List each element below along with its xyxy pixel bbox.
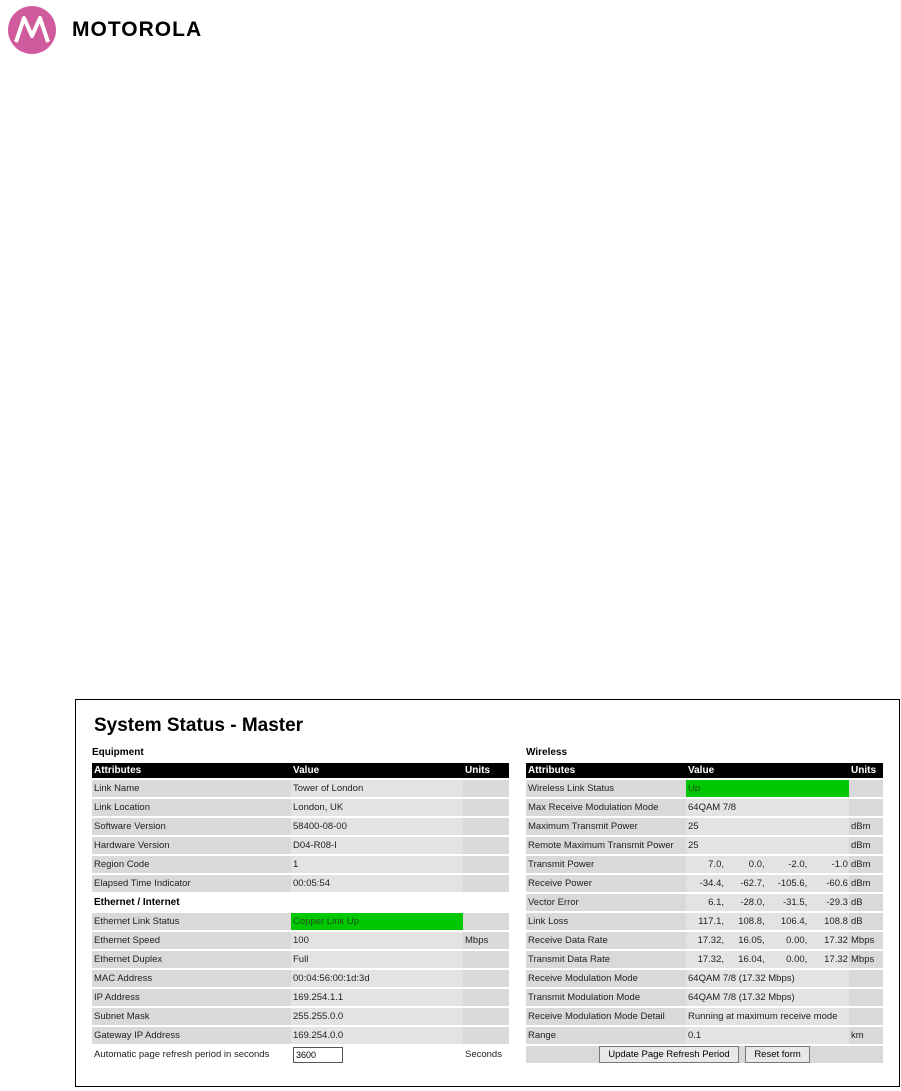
value-max-rx-mod-mode: 64QAM 7/8: [686, 799, 849, 816]
attr-remote-max-tx-power: Remote Maximum Transmit Power: [526, 837, 686, 854]
attr-region-code: Region Code: [92, 856, 291, 873]
units-rx-mod-mode: [849, 970, 883, 987]
table-row: [526, 894, 883, 911]
tx-rate-v2: 16.04,: [738, 954, 765, 965]
units-max-tx-power: dBm: [849, 818, 883, 835]
attr-tx-mod-mode: Transmit Modulation Mode: [526, 989, 686, 1006]
link-loss-v3: 106.4,: [780, 916, 808, 927]
value-software-version: 58400-08-00: [291, 818, 463, 835]
equipment-column: [92, 745, 509, 1065]
value-ip-address: 169.254.1.1: [291, 989, 463, 1006]
table-row: [92, 780, 509, 797]
attr-ethernet-link-status: Ethernet Link Status: [92, 913, 291, 930]
value-mac-address: 00:04:56:00:1d:3d: [291, 970, 463, 987]
table-row: [526, 837, 883, 854]
table-row: [526, 913, 883, 930]
header-attributes: Attributes: [526, 763, 686, 778]
units-remote-max-tx-power: dBm: [849, 837, 883, 854]
vector-error-v3: -31.5,: [782, 897, 808, 908]
units-wireless-link-status: [849, 780, 883, 797]
attr-range: Range: [526, 1027, 686, 1044]
units-transmit-data-rate: Mbps: [849, 951, 883, 968]
table-row: [92, 856, 509, 873]
equipment-table: [92, 761, 509, 1065]
header-units: Units: [849, 763, 883, 778]
tx-power-v1: 7.0,: [708, 859, 724, 870]
value-rx-mod-mode-detail: Running at maximum receive mode: [686, 1008, 849, 1025]
units-region-code: [463, 856, 509, 873]
table-row: [526, 799, 883, 816]
header-value: Value: [291, 763, 463, 778]
system-status-panel: [75, 699, 900, 1087]
table-row: [92, 875, 509, 892]
units-vector-error: dB: [849, 894, 883, 911]
wireless-header-row: [526, 763, 883, 778]
rx-power-v3: -105.6,: [777, 878, 808, 889]
table-row: [92, 951, 509, 968]
rx-power-v1: -34.4,: [699, 878, 724, 889]
units-tx-mod-mode: [849, 989, 883, 1006]
value-gateway-ip: 169.254.0.0: [291, 1027, 463, 1044]
tx-power-v4: -1.0: [831, 859, 848, 870]
table-row: [526, 818, 883, 835]
reset-form-button[interactable]: Reset form: [745, 1046, 809, 1063]
wireless-column: [526, 745, 883, 1065]
attr-max-tx-power: Maximum Transmit Power: [526, 818, 686, 835]
header-units: Units: [463, 763, 509, 778]
units-ethernet-duplex: [463, 951, 509, 968]
button-cell: [526, 1046, 883, 1063]
value-receive-data-rate: [686, 932, 849, 949]
value-rx-mod-mode: 64QAM 7/8 (17.32 Mbps): [686, 970, 849, 987]
refresh-input-cell: [291, 1046, 463, 1063]
value-tx-mod-mode: 64QAM 7/8 (17.32 Mbps): [686, 989, 849, 1006]
attr-hardware-version: Hardware Version: [92, 837, 291, 854]
attr-software-version: Software Version: [92, 818, 291, 835]
ethernet-section-title: Ethernet / Internet: [92, 894, 509, 911]
units-receive-power: dBm: [849, 875, 883, 892]
units-transmit-power: dBm: [849, 856, 883, 873]
rx-power-v2: -62.7,: [740, 878, 765, 889]
wireless-table: [526, 761, 883, 1065]
value-ethernet-duplex: Full: [291, 951, 463, 968]
attr-vector-error: Vector Error: [526, 894, 686, 911]
table-row: [526, 932, 883, 949]
equipment-header-row: [92, 763, 509, 778]
motorola-batwing-icon: [8, 6, 56, 54]
table-row: [526, 989, 883, 1006]
table-row: [92, 970, 509, 987]
refresh-period-input[interactable]: [293, 1047, 343, 1063]
motorola-logo: [8, 6, 202, 54]
attr-rx-mod-mode: Receive Modulation Mode: [526, 970, 686, 987]
vector-error-v1: 6.1,: [708, 897, 724, 908]
value-link-name: Tower of London: [291, 780, 463, 797]
attr-wireless-link-status: Wireless Link Status: [526, 780, 686, 797]
units-gateway-ip: [463, 1027, 509, 1044]
units-max-rx-mod-mode: [849, 799, 883, 816]
refresh-label: Automatic page refresh period in seconds: [92, 1046, 291, 1063]
value-hardware-version: D04-R08-I: [291, 837, 463, 854]
table-row: [526, 1008, 883, 1025]
attr-rx-mod-mode-detail: Receive Modulation Mode Detail: [526, 1008, 686, 1025]
vector-error-v2: -28.0,: [740, 897, 765, 908]
units-software-version: [463, 818, 509, 835]
page-title: System Status - Master: [94, 715, 304, 736]
link-loss-v4: 108.8: [824, 916, 848, 927]
value-ethernet-speed: 100: [291, 932, 463, 949]
attr-link-location: Link Location: [92, 799, 291, 816]
brand-name: MOTOROLA: [72, 18, 203, 41]
table-row: [92, 1027, 509, 1044]
tx-rate-v1: 17.32,: [697, 954, 724, 965]
value-max-tx-power: 25: [686, 818, 849, 835]
tx-rate-v4: 17.32: [824, 954, 848, 965]
rx-rate-v1: 17.32,: [697, 935, 724, 946]
refresh-row: [92, 1046, 509, 1063]
table-row: [526, 1027, 883, 1044]
units-hardware-version: [463, 837, 509, 854]
table-row: [526, 875, 883, 892]
tx-power-v2: 0.0,: [748, 859, 765, 870]
units-ip-address: [463, 989, 509, 1006]
table-row: [92, 837, 509, 854]
attr-gateway-ip: Gateway IP Address: [92, 1027, 291, 1044]
table-row: [92, 913, 509, 930]
rx-rate-v2: 16.05,: [738, 935, 765, 946]
button-row: [526, 1046, 883, 1063]
attr-subnet-mask: Subnet Mask: [92, 1008, 291, 1025]
vector-error-v4: -29.3: [826, 897, 848, 908]
attr-ethernet-duplex: Ethernet Duplex: [92, 951, 291, 968]
link-loss-v1: 117.1,: [698, 916, 724, 927]
link-loss-v2: 108.8,: [738, 916, 765, 927]
table-row: [526, 951, 883, 968]
value-elapsed-time: 00:05:54: [291, 875, 463, 892]
header-value: Value: [686, 763, 849, 778]
attr-link-name: Link Name: [92, 780, 291, 797]
attr-ip-address: IP Address: [92, 989, 291, 1006]
update-refresh-period-button[interactable]: Update Page Refresh Period: [599, 1046, 738, 1063]
attr-transmit-power: Transmit Power: [526, 856, 686, 873]
units-link-loss: dB: [849, 913, 883, 930]
units-ethernet-speed: Mbps: [463, 932, 509, 949]
value-transmit-data-rate: [686, 951, 849, 968]
table-row: [92, 932, 509, 949]
table-row: [92, 1008, 509, 1025]
units-elapsed-time: [463, 875, 509, 892]
table-row: [92, 818, 509, 835]
units-range: km: [849, 1027, 883, 1044]
value-subnet-mask: 255.255.0.0: [291, 1008, 463, 1025]
table-row: [92, 989, 509, 1006]
units-subnet-mask: [463, 1008, 509, 1025]
attr-receive-data-rate: Receive Data Rate: [526, 932, 686, 949]
value-transmit-power: [686, 856, 849, 873]
attr-mac-address: MAC Address: [92, 970, 291, 987]
value-ethernet-link-status: Copper Link Up: [291, 913, 463, 930]
rx-rate-v4: 17.32: [824, 935, 848, 946]
wireless-section-title: Wireless: [526, 747, 568, 758]
value-wireless-link-status: Up: [686, 780, 849, 797]
ethernet-section-row: [92, 894, 509, 911]
rx-power-v4: -60.6: [826, 878, 848, 889]
units-receive-data-rate: Mbps: [849, 932, 883, 949]
value-receive-power: [686, 875, 849, 892]
table-row: [526, 970, 883, 987]
value-link-location: London, UK: [291, 799, 463, 816]
units-link-location: [463, 799, 509, 816]
value-remote-max-tx-power: 25: [686, 837, 849, 854]
equipment-section-title: Equipment: [92, 747, 144, 758]
attr-ethernet-speed: Ethernet Speed: [92, 932, 291, 949]
units-link-name: [463, 780, 509, 797]
attr-elapsed-time: Elapsed Time Indicator: [92, 875, 291, 892]
attr-transmit-data-rate: Transmit Data Rate: [526, 951, 686, 968]
units-mac-address: [463, 970, 509, 987]
header-attributes: Attributes: [92, 763, 291, 778]
tx-rate-v3: 0.00,: [786, 954, 808, 965]
table-row: [526, 856, 883, 873]
refresh-units: Seconds: [463, 1046, 509, 1063]
attr-link-loss: Link Loss: [526, 913, 686, 930]
rx-rate-v3: 0.00,: [786, 935, 808, 946]
table-row: [526, 780, 883, 797]
attr-max-rx-mod-mode: Max Receive Modulation Mode: [526, 799, 686, 816]
tx-power-v3: -2.0,: [788, 859, 808, 870]
value-link-loss: [686, 913, 849, 930]
attr-receive-power: Receive Power: [526, 875, 686, 892]
table-row: [92, 799, 509, 816]
value-region-code: 1: [291, 856, 463, 873]
value-range: 0.1: [686, 1027, 849, 1044]
units-rx-mod-mode-detail: [849, 1008, 883, 1025]
units-ethernet-link-status: [463, 913, 509, 930]
value-vector-error: [686, 894, 849, 911]
